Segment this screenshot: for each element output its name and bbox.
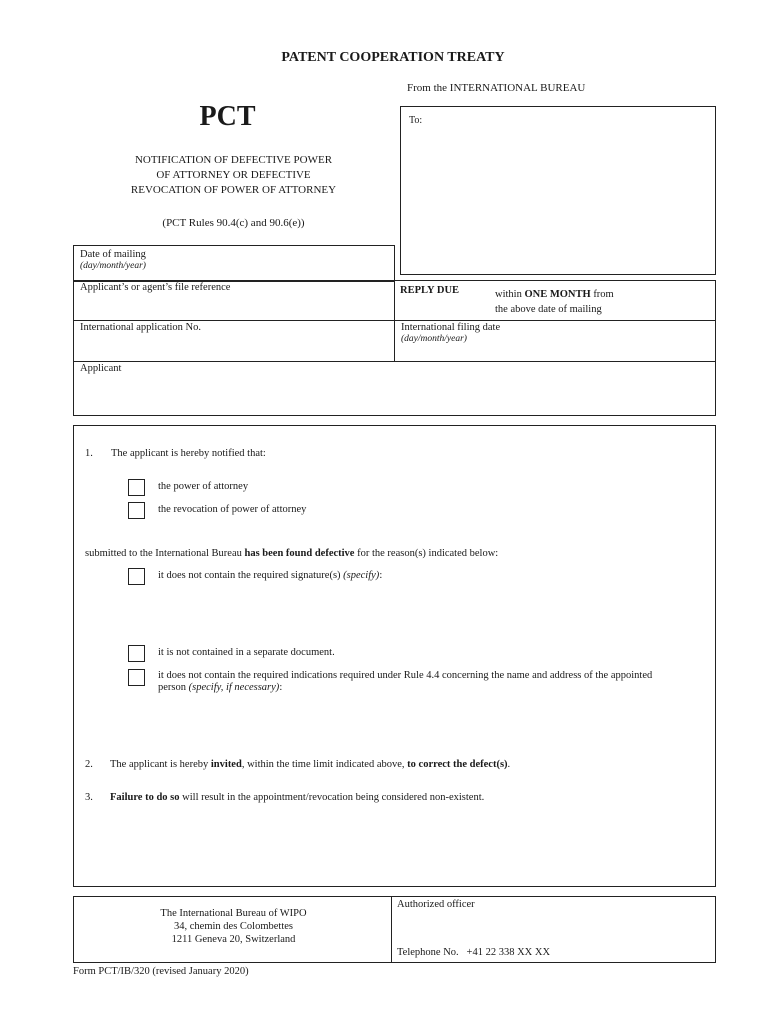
item-3-text: Failure to do so will result in the appointment/revocation being considered non-existent. <box>110 792 485 803</box>
indications-reason-label: it does not contain the required indications required under Rule 4.4 concerning the name and address of the appointed person (specify, if necessary): <box>158 670 653 693</box>
defective-statement: submitted to the International Bureau has been found defective for the reason(s) indicated below: <box>85 548 499 559</box>
item-1-number: 1. <box>85 448 93 459</box>
item-2-number: 2. <box>85 759 93 770</box>
form-title-line2: OF ATTORNEY OR DEFECTIVE <box>156 169 311 181</box>
to-label: To: <box>409 115 423 126</box>
pct-logo-text: PCT <box>199 101 256 132</box>
reply-due-text: within ONE MONTH from the above date of mailing <box>495 289 614 315</box>
signature-reason-checkbox[interactable] <box>128 568 145 585</box>
separate-document-checkbox[interactable] <box>128 645 145 662</box>
item-1-text: The applicant is hereby notified that: <box>111 448 266 459</box>
intl-filing-date-hint: (day/month/year) <box>401 334 467 344</box>
item-2-text: The applicant is hereby invited, within the time limit indicated above, to correct the defect(s). <box>110 759 511 770</box>
rules-reference: (PCT Rules 90.4(c) and 90.6(e)) <box>162 217 305 229</box>
treaty-heading: PATENT COOPERATION TREATY <box>281 50 505 65</box>
revocation-checkbox[interactable] <box>128 502 145 519</box>
ib-address-line1: The International Bureau of WIPO <box>160 908 307 919</box>
signature-reason-label: it does not contain the required signature(s) (specify): <box>158 570 383 581</box>
date-of-mailing-hint: (day/month/year) <box>80 261 146 271</box>
date-of-mailing-label: Date of mailing <box>80 249 146 260</box>
reply-due-label: REPLY DUE <box>400 285 460 296</box>
item-3-number: 3. <box>85 792 93 803</box>
form-title-line1: NOTIFICATION OF DEFECTIVE POWER <box>134 154 333 166</box>
telephone-number: Telephone No. +41 22 338 XX XX <box>397 947 551 958</box>
ib-address-line3: 1211 Geneva 20, Switzerland <box>171 934 296 945</box>
ib-address-line2: 34, chemin des Colombettes <box>174 921 293 932</box>
form-title-line3: REVOCATION OF POWER OF ATTORNEY <box>130 184 337 196</box>
revocation-label: the revocation of power of attorney <box>158 504 307 515</box>
intl-application-no-label: International application No. <box>80 322 202 333</box>
power-of-attorney-label: the power of attorney <box>158 481 249 492</box>
file-reference-field[interactable] <box>76 296 391 318</box>
file-reference-label: Applicant’s or agent’s file reference <box>80 282 231 293</box>
form-title <box>90 153 377 198</box>
power-of-attorney-checkbox[interactable] <box>128 479 145 496</box>
applicant-field[interactable] <box>76 378 712 413</box>
addressee-box[interactable] <box>400 106 716 275</box>
ib-address <box>76 907 391 946</box>
intl-application-no-field[interactable] <box>76 336 391 358</box>
applicant-label: Applicant <box>80 363 122 374</box>
authorized-officer-label: Authorized officer <box>397 899 475 910</box>
from-international-bureau: From the INTERNATIONAL BUREAU <box>407 82 586 94</box>
intl-filing-date-label: International filing date <box>401 322 501 333</box>
indications-reason-checkbox[interactable] <box>128 669 145 686</box>
form-identifier: Form PCT/IB/320 (revised January 2020) <box>73 966 249 977</box>
separate-document-label: it is not contained in a separate document. <box>158 647 335 658</box>
